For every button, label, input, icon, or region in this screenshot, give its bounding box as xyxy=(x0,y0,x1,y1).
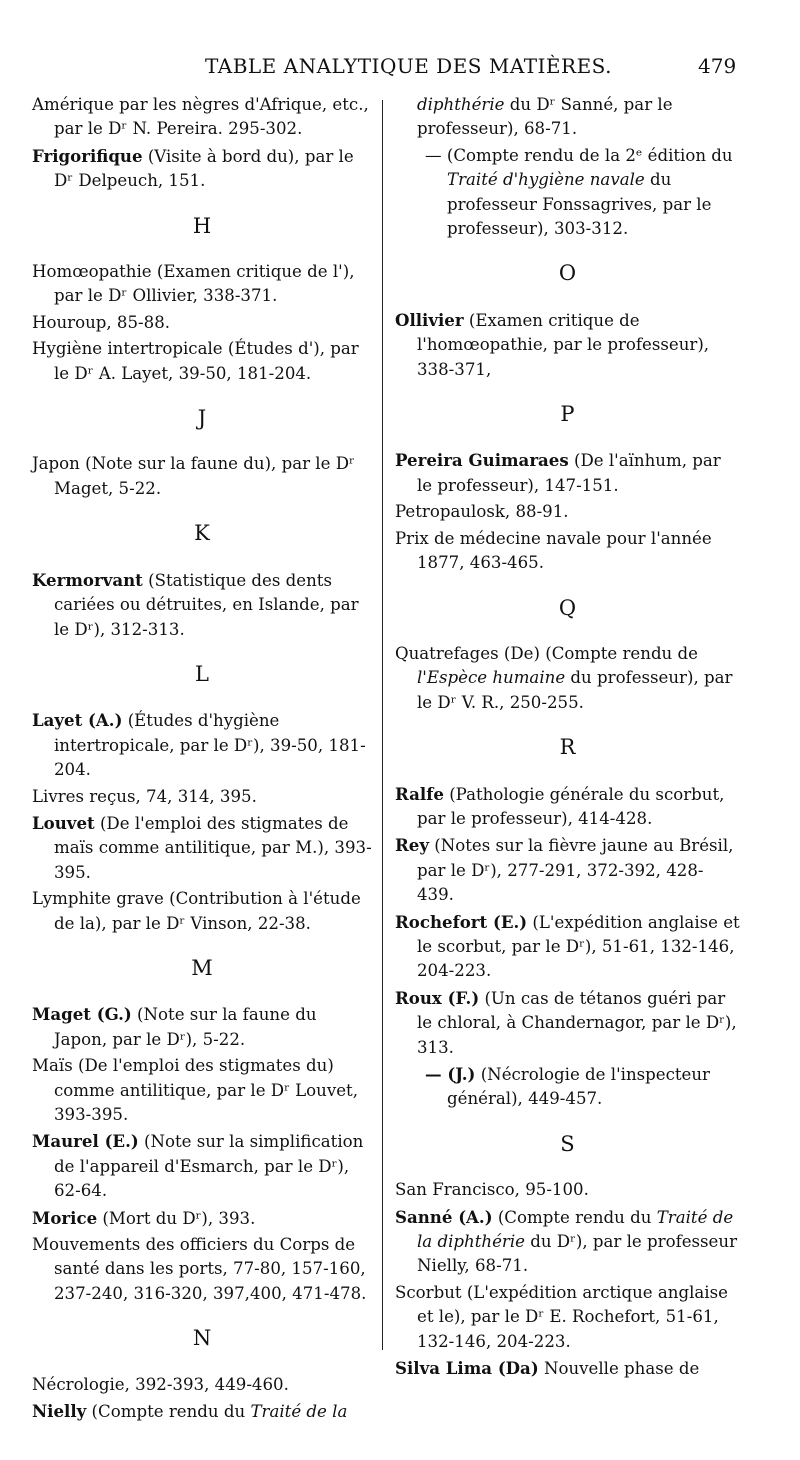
right-column xyxy=(395,93,740,1383)
entry-text: (Compte rendu du xyxy=(86,1402,251,1422)
entry-text: Prix de médecine navale pour l'année 1877, 463-465. xyxy=(395,528,712,573)
entry-text: (Mort du Dʳ), 393. xyxy=(97,1208,256,1228)
running-title: TABLE ANALYTIQUE DES MATIÈRES. xyxy=(205,54,613,78)
section-letter: O xyxy=(558,261,577,286)
section-letter: N xyxy=(192,1326,212,1351)
entry-tail: du professeur), par le Dʳ V. R., 250-255. xyxy=(417,668,733,712)
index-entry xyxy=(32,811,372,885)
entry-head: Roux (F.) xyxy=(395,987,480,1008)
entry-text: (Note sur la simplification de l'appareil d'Esmarch, par le Dʳ), 62-64. xyxy=(54,1132,364,1201)
section-letter: L xyxy=(195,661,209,686)
index-entry xyxy=(32,887,372,936)
index-entry xyxy=(395,527,740,576)
entry-text: Houroup, 85-88. xyxy=(32,312,171,332)
index-entry xyxy=(395,782,740,832)
index-entry xyxy=(32,93,372,142)
entry-text: (De l'emploi des stigmates de maïs comme antilitique, par M.), 393-395. xyxy=(54,813,372,882)
entry-text: du Dʳ Sanné, par le professeur), 68-71. xyxy=(417,95,673,139)
page-header xyxy=(0,54,800,84)
entry-text: (De l'aïnhum, par le professeur), 147-151. xyxy=(417,451,721,495)
entry-head: Maget (G.) xyxy=(32,1004,132,1025)
index-entry xyxy=(395,1205,740,1279)
index-entry xyxy=(395,144,740,242)
entry-text: Quatrefages (De) (Compte rendu de xyxy=(395,643,698,663)
index-entry xyxy=(395,1178,740,1202)
entry-tail: du professeur Fonssagrives, par le professeur), 303-312. xyxy=(447,170,712,239)
index-entry xyxy=(395,448,740,498)
entry-text: Lymphite grave (Contribution à l'étude de la), par le Dʳ Vinson, 22-38. xyxy=(32,889,361,933)
index-entry xyxy=(395,1356,740,1381)
entry-text: Homœopathie (Examen critique de l'), par le Dʳ Ollivier, 338-371. xyxy=(32,262,355,306)
index-entry xyxy=(32,785,372,809)
entry-text: (Notes sur la fièvre jaune au Brésil, par le Dʳ), 277-291, 372-392, 428-439. xyxy=(417,836,734,905)
entry-head: Frigorifique xyxy=(32,145,143,166)
entry-text: (Compte rendu du xyxy=(492,1207,657,1227)
index-entry xyxy=(32,311,372,335)
index-entry xyxy=(32,1002,372,1052)
entry-text: Livres reçus, 74, 314, 395. xyxy=(32,786,257,806)
section-letter: S xyxy=(560,1131,575,1156)
index-entry xyxy=(395,1281,740,1354)
index-entry xyxy=(395,308,740,382)
index-entry xyxy=(32,1399,372,1424)
entry-head: Sanné (A.) xyxy=(395,1206,493,1227)
entry-italic-text: Traité de la xyxy=(250,1402,348,1422)
entry-text: Petropaulosk, 88-91. xyxy=(395,502,569,522)
index-entry xyxy=(32,1054,372,1127)
entry-text: Scorbut (L'expédition arctique anglaise et le), par le Dʳ E. Rochefort, 51-61, 132-146, 204-223. xyxy=(395,1282,728,1351)
entry-text: Maïs (De l'emploi des stigmates du) comme antilitique, par le Dʳ Louvet, 393-395. xyxy=(32,1056,358,1124)
index-entry xyxy=(32,568,372,642)
entry-head: Layet (A.) xyxy=(32,710,123,731)
entry-italic-text: l'Espèce humaine xyxy=(417,668,566,688)
index-entry xyxy=(32,1233,372,1306)
entry-text: (Examen critique de l'homœopathie, par le professeur), 338-371, xyxy=(417,310,710,379)
index-entry xyxy=(32,260,372,309)
entry-text: (Nécrologie de l'inspecteur général), 449-457. xyxy=(447,1065,710,1109)
entry-text: Amérique par les nègres d'Afrique, etc., par le Dʳ N. Pereira. 295-302. xyxy=(32,95,369,139)
section-letter: P xyxy=(560,402,575,427)
index-entry xyxy=(395,642,740,715)
index-entry xyxy=(395,93,740,142)
index-entry xyxy=(395,1062,740,1112)
entry-text: (Pathologie générale du scorbut, par le professeur), 414-428. xyxy=(417,784,725,828)
column-divider xyxy=(382,100,383,1350)
entry-text: (Note sur la faune du Japon, par le Dʳ), 5-22. xyxy=(54,1005,317,1049)
entry-head: Morice xyxy=(32,1207,98,1228)
section-letter: J xyxy=(197,406,207,431)
section-letter: Q xyxy=(558,595,577,620)
entry-head: Ralfe xyxy=(395,783,444,804)
entry-head: Rochefort (E.) xyxy=(395,911,528,932)
entry-head: Nielly xyxy=(32,1401,87,1422)
entry-text: Japon (Note sur la faune du), par le Dʳ Maget, 5-22. xyxy=(32,454,355,498)
entry-text: Nécrologie, 392-393, 449-460. xyxy=(32,1374,289,1394)
entry-head: Pereira Guimaraes xyxy=(395,450,569,471)
entry-text: (Études d'hygiène intertropicale, par le Dʳ), 39-50, 181-204. xyxy=(54,711,366,780)
entry-text: (Statistique des dents cariées ou détruites, en Islande, par le Dʳ), 312-313. xyxy=(54,570,359,639)
index-entry xyxy=(32,1373,372,1397)
index-entry xyxy=(32,452,372,501)
entry-text: — (Compte rendu de la 2ᵉ édition du xyxy=(425,145,733,165)
index-entry xyxy=(32,144,372,194)
entry-head: Rey xyxy=(395,835,429,856)
index-entry xyxy=(395,833,740,907)
entry-text: (L'expédition anglaise et le scorbut, par le Dʳ), 51-61, 132-146, 204-223. xyxy=(417,912,740,981)
index-entry xyxy=(32,1129,372,1203)
section-letter: K xyxy=(194,521,210,546)
entry-text: (Visite à bord du), par le Dʳ Delpeuch, 151. xyxy=(54,146,354,191)
index-entry xyxy=(32,337,372,386)
left-column xyxy=(32,93,372,1426)
entry-text: (Un cas de tétanos guéri par le chloral, à Chandernagor, par le Dʳ), 313. xyxy=(417,988,737,1057)
section-letter: R xyxy=(559,735,576,760)
index-entry xyxy=(32,708,372,782)
entry-italic-text: diphthérie xyxy=(417,95,505,114)
index-entry xyxy=(395,986,740,1060)
section-letter: H xyxy=(192,213,212,238)
entry-text: Nouvelle phase de xyxy=(538,1359,700,1379)
index-entry xyxy=(395,500,740,524)
section-letter: M xyxy=(191,955,213,980)
entry-text: Hygiène intertropicale (Études d'), par le Dʳ A. Layet, 39-50, 181-204. xyxy=(32,339,359,383)
entry-italic-text: Traité de la diphthérie xyxy=(417,1207,734,1252)
entry-italic-text: Traité d'hygiène navale xyxy=(447,170,645,190)
entry-tail: du Dʳ), par le professeur Nielly, 68-71. xyxy=(417,1232,738,1276)
index-entry xyxy=(395,910,740,984)
entry-head: Kermorvant xyxy=(32,569,143,590)
index-entry xyxy=(32,1206,372,1231)
entry-head: Ollivier xyxy=(395,309,464,330)
entry-head: Louvet xyxy=(32,812,95,833)
entry-text: Mouvements des officiers du Corps de santé dans les ports, 77-80, 157-160, 237-240, 316-320, 397,400, 471-478. xyxy=(32,1235,367,1303)
entry-text: San Francisco, 95-100. xyxy=(395,1180,589,1200)
page-number: 479 xyxy=(698,54,737,78)
entry-head: Silva Lima (Da) xyxy=(395,1358,539,1379)
entry-head: Maurel (E.) xyxy=(32,1131,139,1152)
entry-head: — (J.) xyxy=(425,1064,476,1084)
